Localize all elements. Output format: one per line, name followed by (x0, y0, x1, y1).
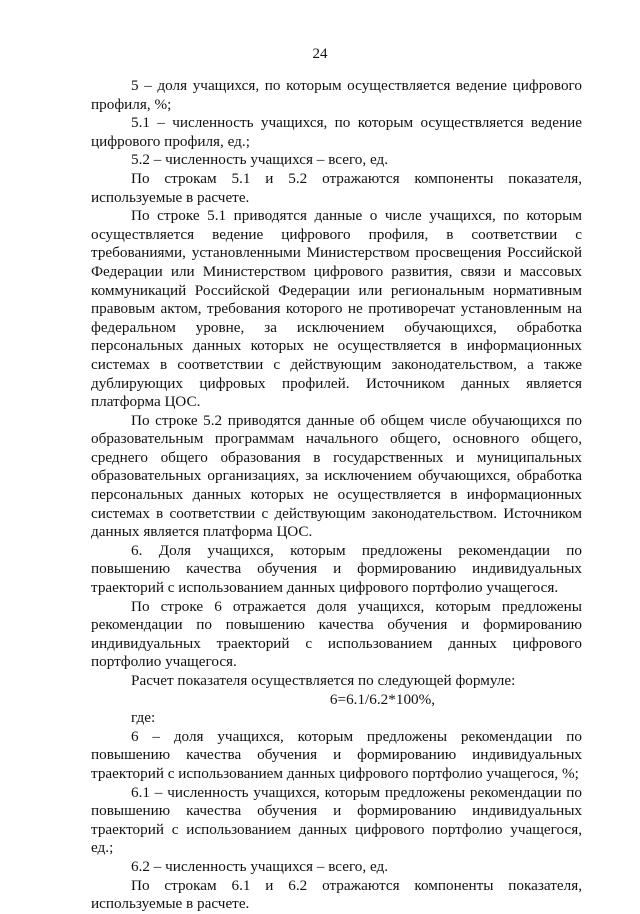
paragraph-rows-6-components: По строкам 6.1 и 6.2 отражаются компоненты показателя, используемые в расчете. (91, 876, 582, 913)
paragraph-indicator-6-1-definition: 6.1 – численность учащихся, которым предложены рекомендации по повышению качества обучения и формированию индивидуальных траекторий с использованием данных цифрового портфолио учащегося, ед.; (91, 783, 582, 857)
paragraph-indicator-5-1-definition: 5.1 – численность учащихся, по которым осуществляется ведение цифрового профиля, ед.; (91, 114, 582, 150)
paragraph-row-6-description: По строке 6 отражается доля учащихся, которым предложены рекомендации по повышению качества обучения и формированию индивидуальных траекторий с использованием данных цифрового портфолио учащегося. (91, 597, 582, 671)
paragraph-indicator-5-definition: 5 – доля учащихся, по которым осуществляется ведение цифрового профиля, %; (91, 77, 582, 113)
paragraph-indicator-5-2-definition: 5.2 – численность учащихся – всего, ед. (131, 151, 389, 169)
paragraph-row-5-1-description: По строке 5.1 приводятся данные о числе учащихся, по которым осуществляется ведение цифрового профиля, в соответствии с требованиями, установленными Министерством просвещения Российской Федерации или Министерством цифрового развития, связи и массовых коммуникаций Российской Федерации или региональным нормативным правовым актом, требования которого не противоречат установленным на федеральном уровне, за исключением обучающихся, обработка персональных данных которых не осуществляется в информационных системах в соответствии с действующим законодательством, а также дублирующих цифровых профилей. Источником данных является платформа ЦОС. (91, 207, 582, 411)
paragraph-formula-intro: Расчет показателя осуществляется по следующей формуле: (131, 672, 516, 689)
paragraph-row-5-2-description: По строке 5.2 приводятся данные об общем числе обучающихся по образовательным программам начального общего, основного общего, среднего общего образования в государственных и муниципальных образовательных организациях, за исключением обучающихся, обработка персональных данных которых не осуществляется в информационных системах в соответствии с действующим законодательством. Источником данных является платформа ЦОС. (91, 411, 582, 541)
paragraph-where: где: (131, 709, 156, 727)
page-number: 24 (312, 46, 328, 62)
paragraph-indicator-6-2-definition: 6.2 – численность учащихся – всего, ед. (131, 857, 389, 875)
paragraph-indicator-6-heading: 6. Доля учащихся, которым предложены рекомендации по повышению качества обучения и формированию индивидуальных траекторий с использованием данных цифрового портфолио учащегося. (91, 541, 582, 597)
paragraph-rows-5-components: По строкам 5.1 и 5.2 отражаются компоненты показателя, используемые в расчете. (91, 169, 582, 206)
document-body (91, 77, 582, 914)
paragraph-indicator-6-definition: 6 – доля учащихся, которым предложены рекомендации по повышению качества обучения и формированию индивидуальных траекторий с использованием данных цифрового портфолио учащегося, %; (91, 727, 582, 782)
formula: 6=6.1/6.2*100%, (329, 690, 436, 708)
